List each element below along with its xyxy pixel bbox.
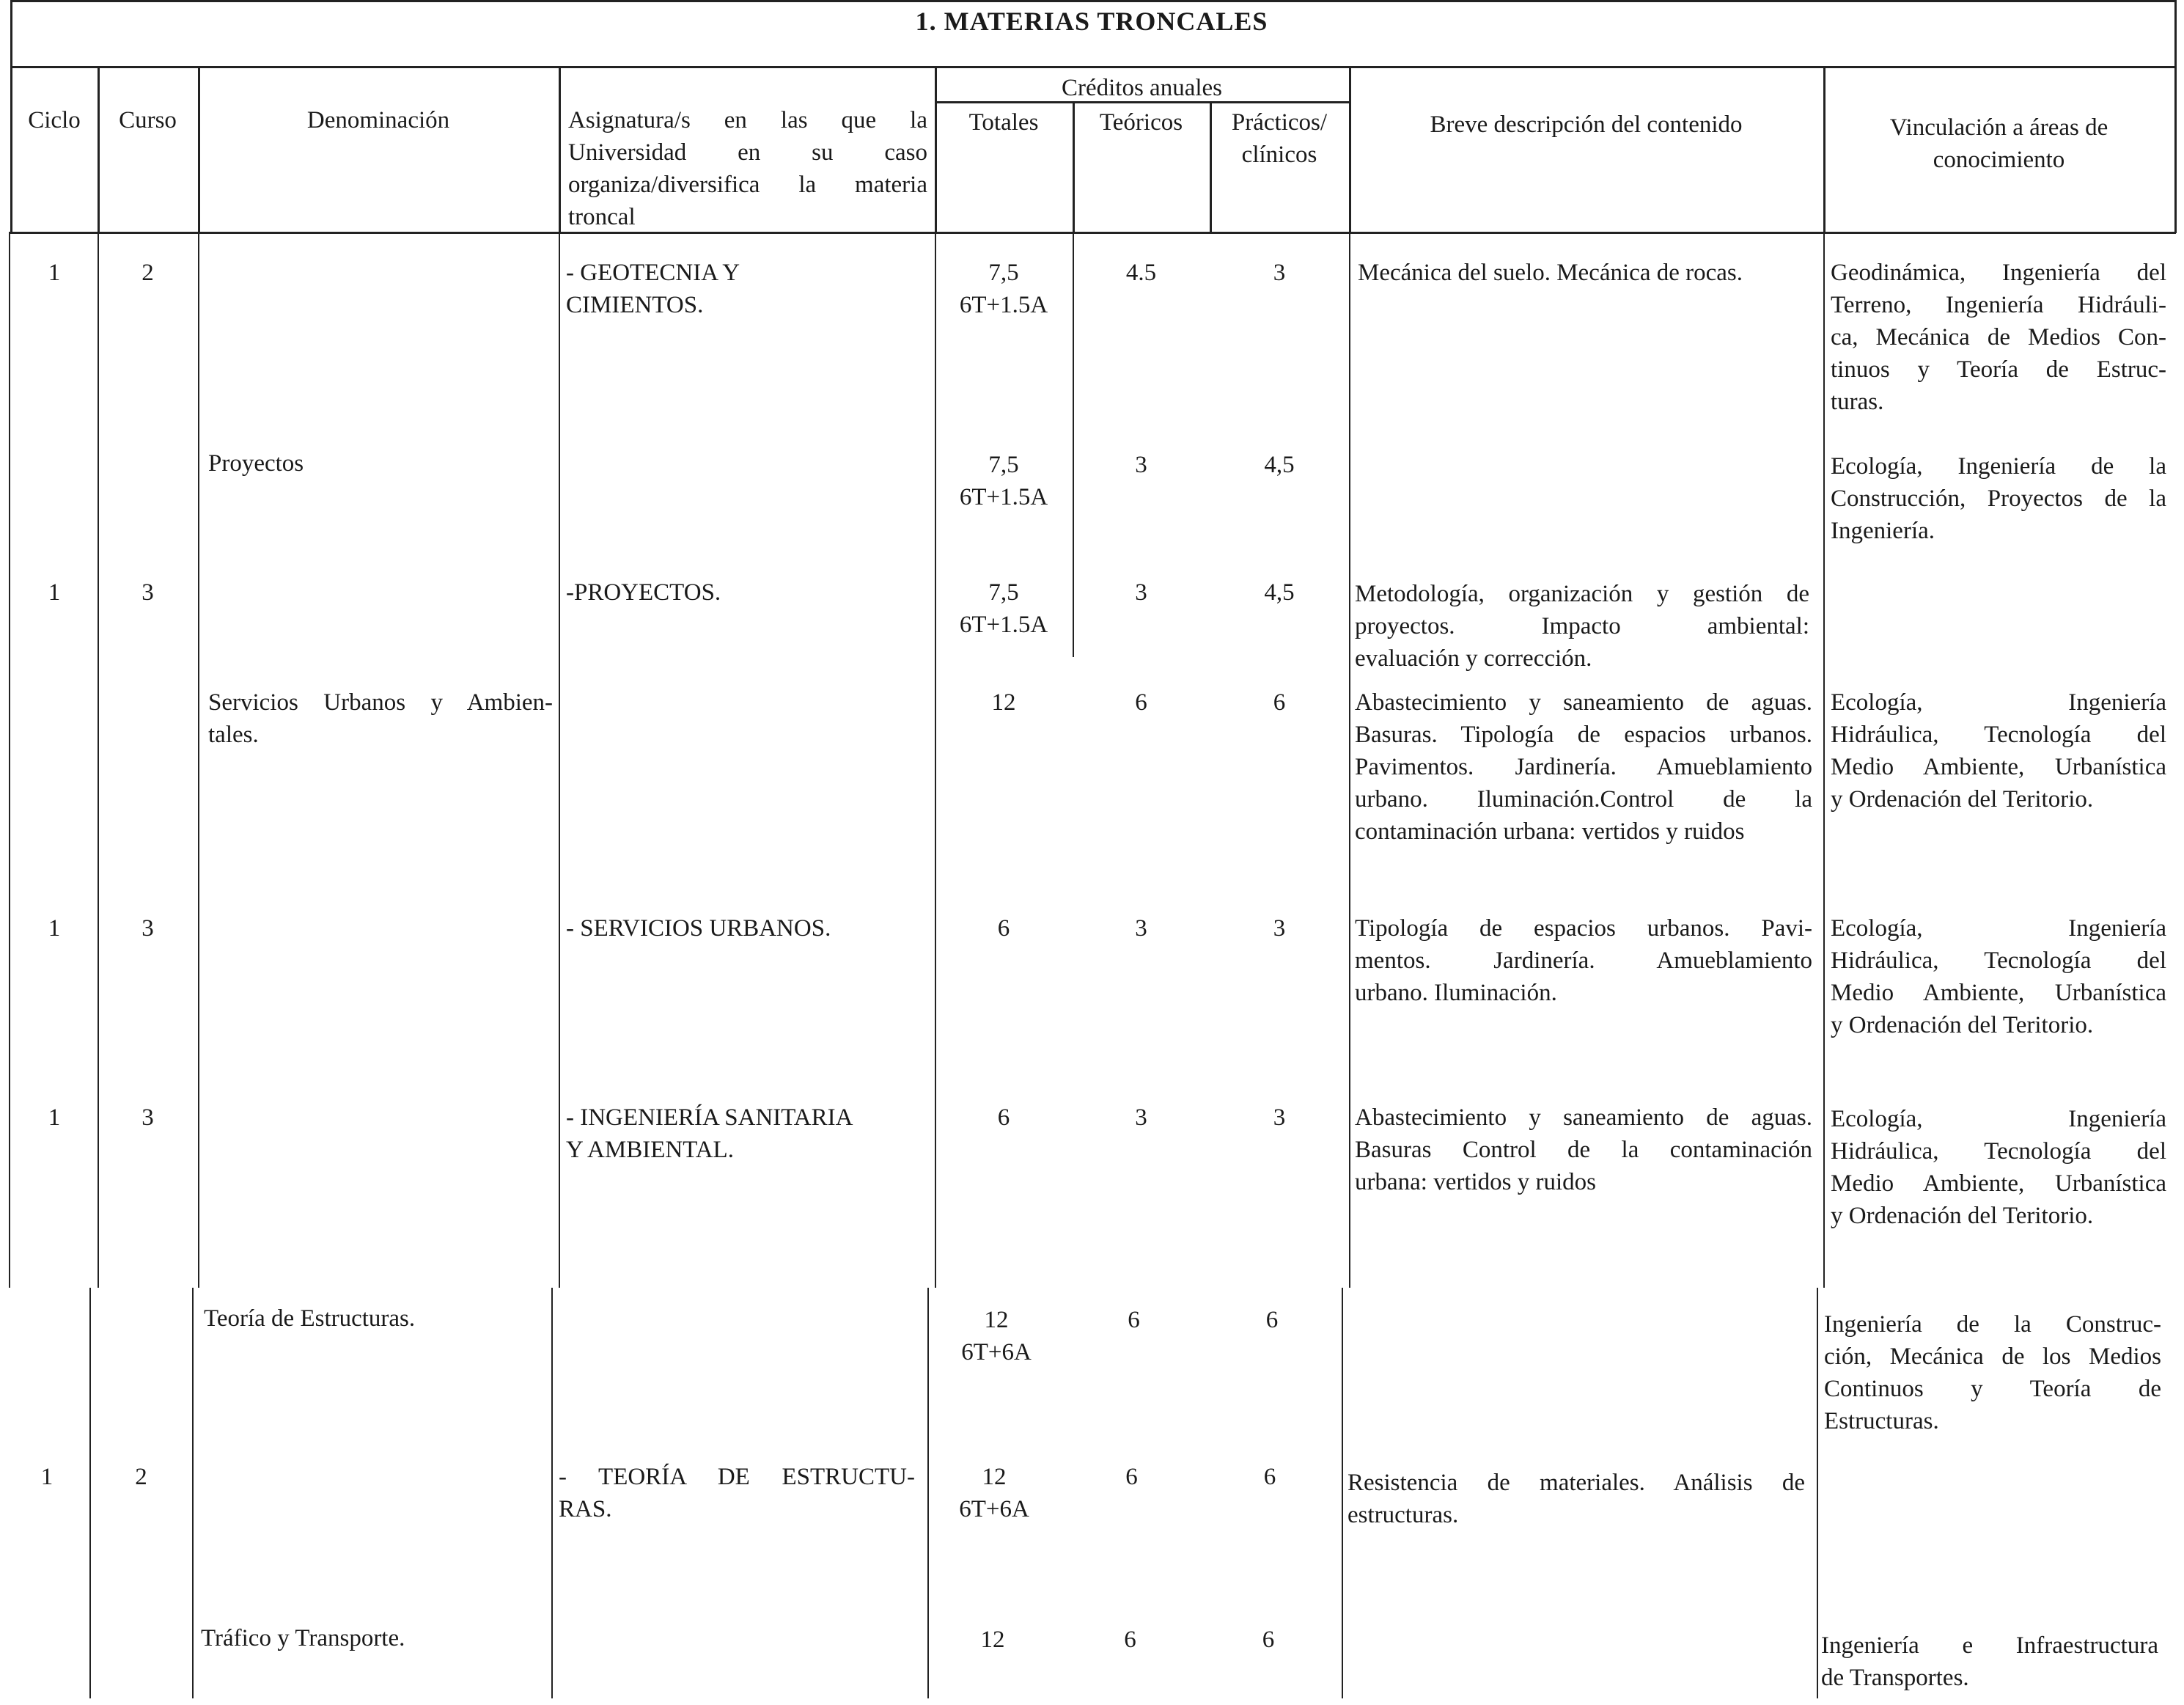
text-line: turas. [1831, 389, 1884, 415]
header-practicos-line: clínicos [1241, 142, 1317, 168]
title-bottom-rule [10, 66, 2176, 68]
text-line: Resistencia de materiales. Análisis de [1347, 1470, 1805, 1496]
header-creditos-anuales: Créditos anuales [1061, 75, 1223, 101]
text-line: evaluación y corrección. [1355, 645, 1592, 672]
header-vinculacion-line: Vinculación a áreas de [1889, 114, 2108, 141]
text-line: 6T+1.5A [959, 484, 1048, 510]
header-asignatura-line: organiza/diversifica la materia [568, 172, 927, 198]
cell-asignatura [566, 576, 918, 609]
text-line: Proyectos [208, 450, 304, 477]
cell-asignatura [566, 1101, 918, 1166]
header-totales: Totales [968, 109, 1039, 136]
cell-curso: 3 [141, 1104, 154, 1131]
text-line: Medio Ambiente, Urbanística [1831, 980, 2166, 1006]
text-line: Hidráulica, Tecnología del [1831, 947, 2166, 974]
header-ciclo: Ciclo [28, 107, 81, 133]
header-descripcion: Breve descripción del contenido [1430, 111, 1743, 138]
text-line: - INGENIERÍA SANITARIA [566, 1104, 853, 1131]
cell-denominacion [208, 447, 553, 480]
cell-curso: 2 [141, 260, 154, 286]
text-line: Ingeniería de la Construc- [1824, 1311, 2161, 1338]
cell-curso: 3 [141, 915, 154, 942]
text-line: ca, Mecánica de Medios Con- [1831, 324, 2166, 351]
cell-practicos: 6 [1273, 689, 1286, 716]
text-line: - GEOTECNIA Y [566, 260, 740, 286]
cell-descripcion [1355, 912, 1812, 1009]
text-line: 12 [980, 1627, 1005, 1653]
body-rule-8 [1823, 232, 1825, 1288]
text-line: - SERVICIOS URBANOS. [566, 915, 831, 942]
cell-vinculacion [1831, 450, 2166, 547]
text-line: y Ordenación del Teritorio. [1831, 1203, 2094, 1229]
text-line: ción, Mecánica de los Medios [1824, 1343, 2161, 1370]
body-rule-1b [89, 1288, 91, 1698]
title-right-rule [2174, 0, 2177, 67]
text-line: Ingeniería. [1831, 518, 1935, 544]
cell-descripcion [1355, 686, 1812, 848]
text-line: proyectos. Impacto ambiental: [1355, 613, 1809, 639]
cell-practicos: 3 [1273, 1104, 1286, 1131]
text-line: Abastecimiento y saneamiento de aguas. [1355, 689, 1812, 716]
header-asignatura-line: Universidad en su caso [568, 139, 927, 166]
text-line: Construcción, Proyectos de la [1831, 485, 2166, 512]
text-line: Ecología, Ingeniería [1831, 1106, 2166, 1132]
cell-vinculacion [1821, 1629, 2158, 1694]
header-denominacion: Denominación [306, 107, 450, 133]
text-line: Ecología, Ingeniería [1831, 689, 2166, 716]
cell-practicos: 3 [1273, 260, 1286, 286]
body-rule-3 [559, 232, 560, 1288]
cell-asignatura [566, 257, 918, 321]
text-line: 6 [997, 1104, 1010, 1131]
text-line: 12 [984, 1307, 1009, 1333]
text-line: Ecología, Ingeniería de la [1831, 453, 2166, 480]
text-line: Basuras. Tipología de espacios urbanos. [1355, 722, 1812, 748]
text-line: de Transportes. [1821, 1665, 1969, 1691]
cell-totales [935, 257, 1073, 321]
header-practicos-line: Prácticos/ [1231, 109, 1328, 136]
body-rule-3b [551, 1288, 553, 1698]
header-bottom-rule [10, 232, 2176, 234]
text-line: 12 [982, 1464, 1007, 1490]
text-line: Tráfico y Transporte. [201, 1625, 405, 1651]
cell-ciclo: 1 [48, 915, 61, 942]
col-rule-9 [2174, 66, 2177, 233]
text-line: Medio Ambiente, Urbanística [1831, 1170, 2166, 1197]
header-vinculacion-line: conocimiento [1933, 147, 2065, 173]
col-rule-3 [559, 66, 561, 233]
cell-vinculacion [1831, 912, 2166, 1041]
cell-denominacion [201, 1622, 545, 1654]
body-rule-8b [1817, 1288, 1818, 1698]
col-rule-7 [1349, 66, 1351, 233]
text-line: Ingeniería e Infraestructura [1821, 1632, 2158, 1659]
text-line: Hidráulica, Tecnología del [1831, 722, 2166, 748]
cell-ciclo: 1 [48, 1104, 61, 1131]
text-line: Medio Ambiente, Urbanística [1831, 754, 2166, 780]
text-line: contaminación urbana: vertidos y ruidos [1355, 818, 1745, 845]
text-line: 6T+6A [959, 1496, 1029, 1522]
cell-teoricos: 6 [1128, 1307, 1140, 1333]
text-line: y Ordenación del Teritorio. [1831, 1012, 2094, 1038]
cell-denominacion [204, 1302, 548, 1335]
header-teoricos: Teóricos [1099, 109, 1183, 136]
cell-teoricos: 4.5 [1125, 260, 1157, 286]
cell-practicos: 3 [1273, 915, 1286, 942]
text-line: Y AMBIENTAL. [566, 1137, 734, 1163]
cell-teoricos: 3 [1135, 452, 1147, 478]
text-line: 7,5 [988, 260, 1019, 286]
cell-vinculacion [1831, 257, 2166, 418]
text-line: tinuos y Teoría de Estruc- [1831, 356, 2166, 383]
text-line: - TEORÍA DE ESTRUCTU- [559, 1464, 915, 1490]
cell-asignatura [566, 912, 918, 945]
cell-vinculacion [1831, 686, 2166, 815]
cell-totales [924, 1624, 1062, 1656]
text-line: 7,5 [988, 579, 1019, 606]
cell-teoricos: 3 [1135, 915, 1147, 942]
text-line: y Ordenación del Teritorio. [1831, 786, 2094, 813]
cell-totales [935, 1101, 1073, 1134]
cell-asignatura [559, 1461, 915, 1525]
cell-descripcion [1347, 1467, 1805, 1531]
text-line: Tipología de espacios urbanos. Pavi- [1355, 915, 1812, 942]
text-line: Metodología, organización y gestión de [1355, 581, 1809, 607]
text-line: -PROYECTOS. [566, 579, 721, 606]
text-line: Terreno, Ingeniería Hidráuli- [1831, 292, 2166, 318]
header-curso: Curso [119, 107, 177, 133]
cell-curso: 2 [135, 1464, 147, 1490]
cell-totales [935, 686, 1073, 719]
cell-vinculacion [1824, 1308, 2161, 1437]
body-rule-7 [1349, 232, 1350, 1288]
body-rule-2 [198, 232, 199, 1288]
text-line: Estructuras. [1824, 1408, 1939, 1434]
cell-teoricos: 6 [1135, 689, 1147, 716]
text-line: 6 [997, 915, 1010, 942]
cell-totales [935, 576, 1073, 641]
cell-practicos: 6 [1263, 1464, 1276, 1490]
header-asignatura [568, 104, 927, 233]
text-line: 12 [991, 689, 1016, 716]
cell-practicos: 4,5 [1264, 452, 1295, 478]
col-rule-2 [198, 66, 200, 233]
cell-totales [927, 1304, 1065, 1368]
cell-teoricos: 3 [1135, 1104, 1147, 1131]
cell-practicos: 6 [1262, 1627, 1275, 1653]
cell-teoricos: 6 [1125, 1464, 1138, 1490]
col-rule-1 [98, 66, 100, 233]
cell-ciclo: 1 [48, 579, 61, 606]
cell-descripcion [1358, 257, 1812, 289]
text-line: CIMIENTOS. [566, 292, 704, 318]
text-line: 6T+6A [961, 1339, 1032, 1365]
table-title: 1. MATERIAS TRONCALES [915, 7, 1268, 36]
text-line: 6T+1.5A [959, 612, 1048, 638]
cell-totales [935, 449, 1073, 513]
text-line: Mecánica del suelo. Mecánica de rocas. [1358, 260, 1743, 286]
cell-totales [925, 1461, 1063, 1525]
text-line: Ecología, Ingeniería [1831, 915, 2166, 942]
header-practicos [1210, 106, 1349, 171]
col-rule-0 [10, 66, 12, 233]
text-line: RAS. [559, 1496, 612, 1522]
cell-descripcion [1355, 1101, 1812, 1198]
header-vinculacion [1823, 111, 2174, 176]
text-line: mentos. Jardinería. Amueblamiento [1355, 947, 1812, 974]
cell-teoricos: 6 [1124, 1627, 1136, 1653]
text-line: estructuras. [1347, 1502, 1459, 1528]
text-line: Geodinámica, Ingeniería del [1831, 260, 2166, 286]
body-rule-7b [1342, 1288, 1343, 1698]
title-top-rule [10, 0, 2176, 2]
header-asignatura-line: troncal [568, 204, 636, 230]
header-asignatura-line: Asignatura/s en las que la [568, 107, 927, 133]
text-line: Continuos y Teoría de [1824, 1376, 2161, 1402]
text-line: tales. [208, 722, 259, 748]
cell-curso: 3 [141, 579, 154, 606]
cell-descripcion [1355, 578, 1809, 675]
cell-teoricos: 3 [1135, 579, 1147, 606]
cell-ciclo: 1 [48, 260, 61, 286]
body-rule-2b [192, 1288, 194, 1698]
cell-denominacion [208, 686, 553, 751]
text-line: 6T+1.5A [959, 292, 1048, 318]
cell-practicos: 4,5 [1264, 579, 1295, 606]
text-line: urbano. Iluminación. [1355, 980, 1557, 1006]
cell-ciclo: 1 [40, 1464, 54, 1490]
text-line: Pavimentos. Jardinería. Amueblamiento [1355, 754, 1812, 780]
text-line: urbana: vertidos y ruidos [1355, 1169, 1597, 1195]
text-line: Basuras Control de la contaminación [1355, 1137, 1812, 1163]
text-line: Abastecimiento y saneamiento de aguas. [1355, 1104, 1812, 1131]
text-line: Servicios Urbanos y Ambien- [208, 689, 553, 716]
cell-vinculacion [1831, 1103, 2166, 1232]
text-line: Hidráulica, Tecnología del [1831, 1138, 2166, 1165]
cell-practicos: 6 [1265, 1307, 1279, 1333]
cell-totales [935, 912, 1073, 945]
text-line: Teoría de Estructuras. [204, 1305, 416, 1332]
text-line: 7,5 [988, 452, 1019, 478]
text-line: urbano. Iluminación.Control de la [1355, 786, 1812, 813]
